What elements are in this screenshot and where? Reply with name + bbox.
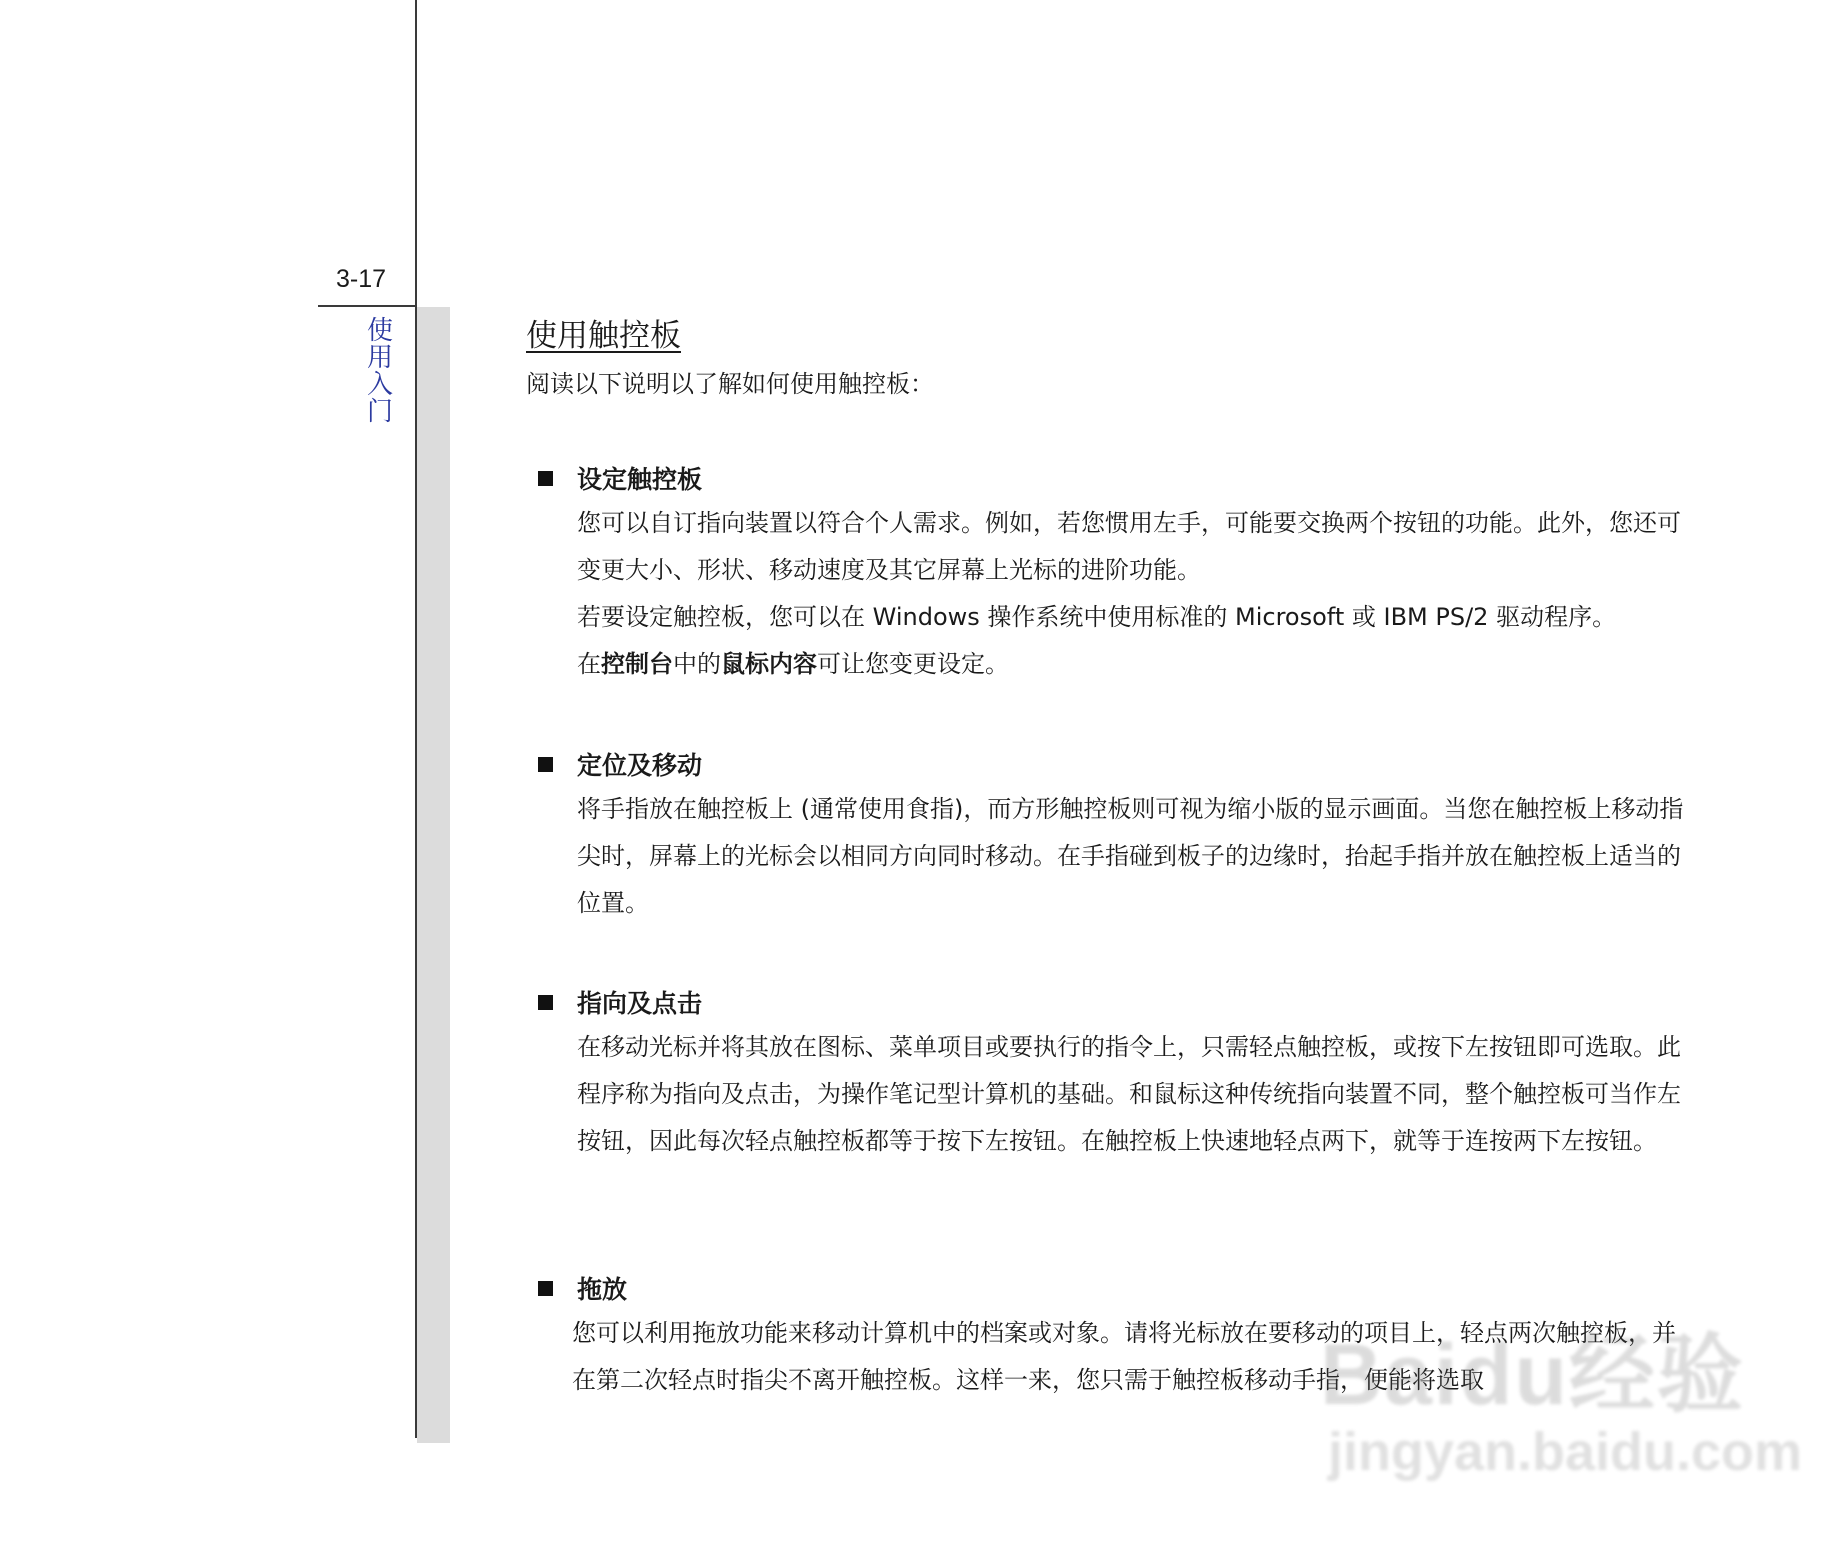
watermark-url: jingyan.baidu.com bbox=[1328, 1422, 1803, 1482]
square-bullet-icon bbox=[538, 995, 553, 1010]
section-heading bbox=[526, 746, 1686, 782]
paragraph: 您可以利用拖放功能来移动计算机中的档案或对象。请将光标放在要移动的项目上，轻点两次触控板，并在第二次轻点时指尖不离开触控板。这样一来，您只需于触控板移动手指，便能将选取 bbox=[572, 1319, 1676, 1394]
section-heading-text: 设定触控板 bbox=[577, 465, 703, 494]
margin-gray-band bbox=[417, 307, 450, 1443]
paragraph: 若要设定触控板，您可以在 Windows 操作系统中使用标准的 Microsoft 或 IBM PS/2 驱动程序。 bbox=[577, 603, 1617, 631]
square-bullet-icon bbox=[538, 471, 553, 486]
section-heading-text: 指向及点击 bbox=[577, 989, 703, 1018]
chapter-label: 使用入门 bbox=[366, 316, 393, 427]
paragraph: 在移动光标并将其放在图标、菜单项目或要执行的指令上，只需轻点触控板，或按下左按钮即可选取。此程序称为指向及点击，为操作笔记型计算机的基础。和鼠标这种传统指向装置不同，整个触控板可当作左按钮，因此每次轻点触控板都等于按下左按钮。在触控板上快速地轻点两下，就等于连按两下左按钮。 bbox=[577, 1033, 1681, 1155]
section-point-click bbox=[526, 984, 1686, 1165]
section-body bbox=[577, 1024, 1687, 1165]
section-body bbox=[577, 786, 1687, 927]
page-title: 使用触控板 bbox=[526, 318, 681, 354]
section-heading-text: 拖放 bbox=[577, 1275, 628, 1304]
section-heading-text: 定位及移动 bbox=[577, 751, 703, 780]
page-number-rule bbox=[318, 305, 417, 307]
baidu-watermark bbox=[1320, 1305, 1803, 1505]
paragraph-control-panel bbox=[577, 641, 1687, 688]
watermark-brand: Baidu经验 bbox=[1320, 1327, 1745, 1423]
section-heading bbox=[526, 460, 1686, 496]
square-bullet-icon bbox=[538, 757, 553, 772]
section-body bbox=[577, 500, 1687, 688]
paragraph: 将手指放在触控板上 (通常使用食指)，而方形触控板则可视为缩小版的显示画面。当您在触控板上移动指尖时，屏幕上的光标会以相同方向同时移动。在手指碰到板子的边缘时，抬起手指并放在触控板上适当的位置。 bbox=[577, 795, 1684, 917]
section-heading bbox=[526, 984, 1686, 1020]
term-control-panel: 控制台 bbox=[601, 650, 673, 678]
section-positioning bbox=[526, 746, 1686, 927]
section-heading bbox=[526, 1270, 1686, 1306]
section-setup-touchpad bbox=[526, 460, 1686, 688]
intro-text: 阅读以下说明以了解如何使用触控板： bbox=[526, 370, 934, 398]
text-fragment: 在 bbox=[577, 650, 601, 678]
page-number: 3-17 bbox=[336, 265, 387, 293]
text-fragment: 可让您变更设定。 bbox=[817, 650, 1009, 678]
square-bullet-icon bbox=[538, 1281, 553, 1296]
text-fragment: 中的 bbox=[673, 650, 721, 678]
paragraph: 您可以自订指向装置以符合个人需求。例如，若您惯用左手，可能要交换两个按钮的功能。此外，您还可变更大小、形状、移动速度及其它屏幕上光标的进阶功能。 bbox=[577, 509, 1681, 584]
term-mouse-properties: 鼠标内容 bbox=[721, 650, 817, 678]
